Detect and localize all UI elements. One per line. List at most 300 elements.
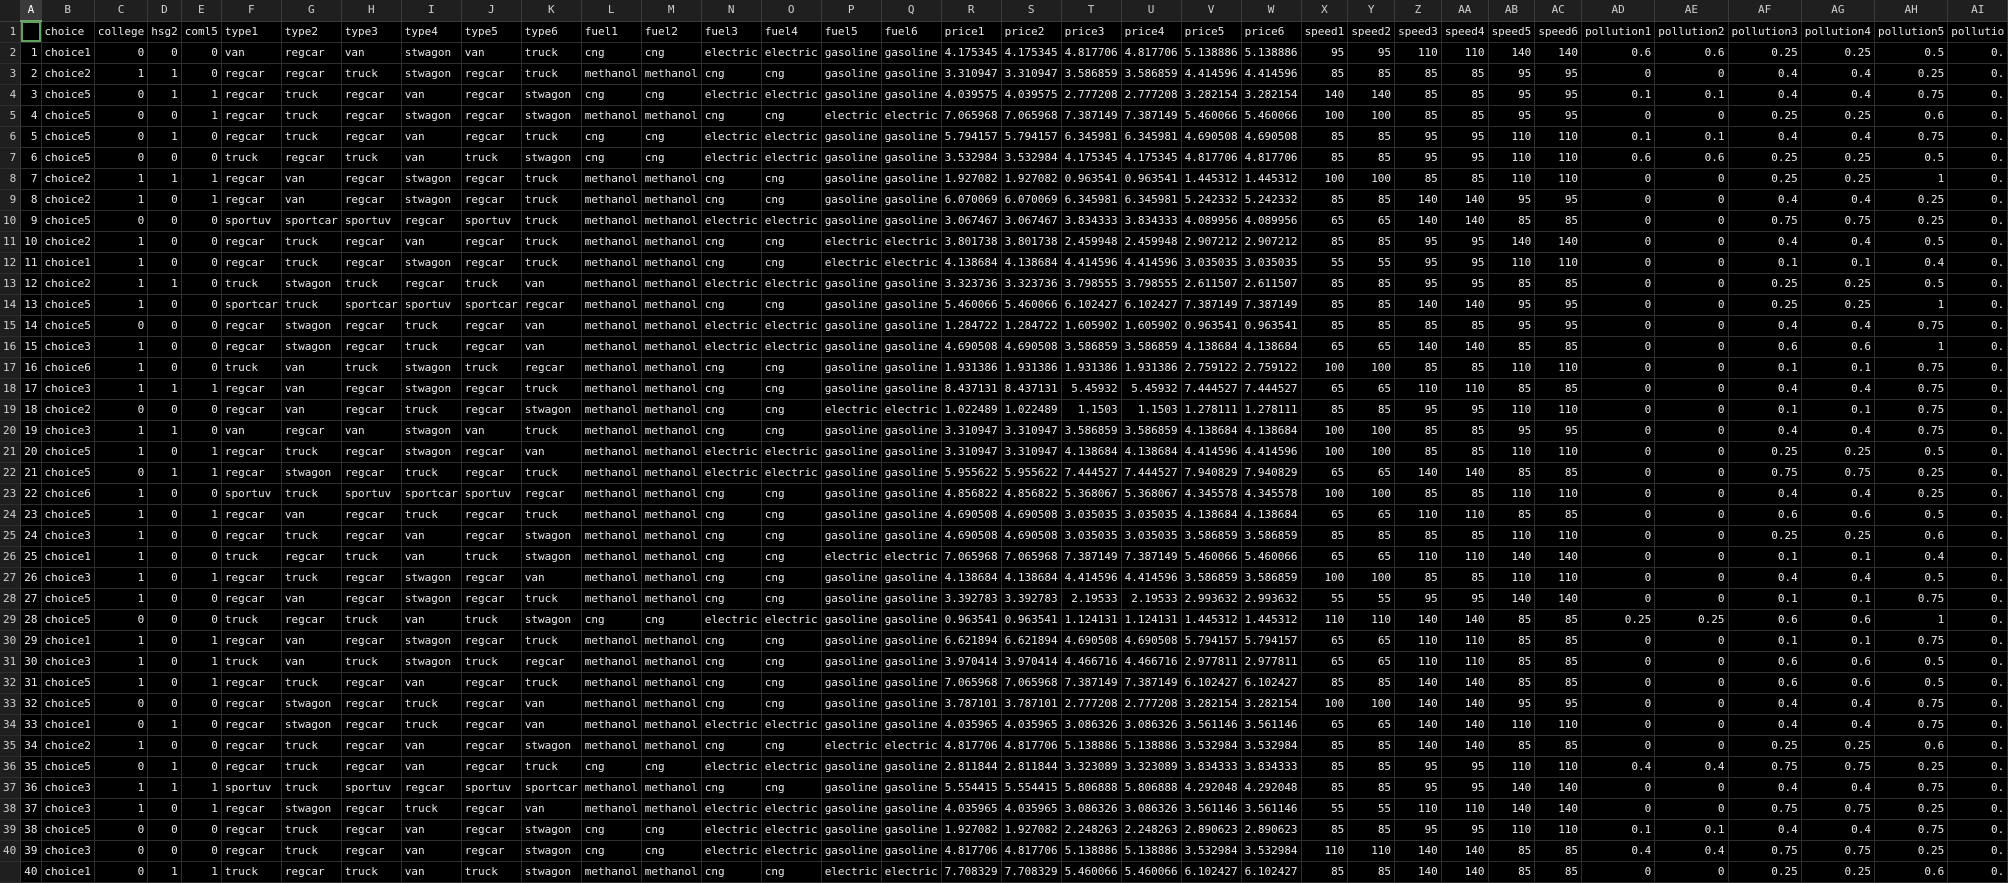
cell[interactable]: 140: [1441, 861, 1488, 882]
cell[interactable]: 0: [1582, 357, 1655, 378]
cell[interactable]: 140: [1488, 42, 1535, 63]
cell[interactable]: 0.: [1948, 315, 2008, 336]
cell[interactable]: 1: [94, 441, 147, 462]
cell[interactable]: 6.345981: [1121, 189, 1181, 210]
cell[interactable]: choice6: [41, 483, 94, 504]
row-number-19[interactable]: 19: [0, 399, 21, 420]
cell[interactable]: cng: [761, 546, 821, 567]
cell[interactable]: methanol: [581, 294, 641, 315]
cell[interactable]: 110: [1488, 357, 1535, 378]
cell[interactable]: methanol: [581, 420, 641, 441]
cell[interactable]: truck: [521, 630, 581, 651]
cell[interactable]: regcar: [461, 441, 521, 462]
cell[interactable]: 1.927082: [941, 819, 1001, 840]
cell[interactable]: regcar: [461, 525, 521, 546]
cell[interactable]: 85: [1348, 861, 1395, 882]
row-number-37[interactable]: 37: [0, 777, 21, 798]
cell[interactable]: regcar: [221, 504, 281, 525]
cell[interactable]: 1.284722: [941, 315, 1001, 336]
cell[interactable]: cng: [701, 693, 761, 714]
cell[interactable]: 5.460066: [1181, 546, 1241, 567]
cell[interactable]: 0.4: [1801, 189, 1874, 210]
cell[interactable]: electric: [761, 336, 821, 357]
cell[interactable]: 140: [1441, 189, 1488, 210]
cell[interactable]: 0: [1655, 231, 1728, 252]
cell[interactable]: 3.586859: [1121, 420, 1181, 441]
row-number-9[interactable]: 9: [0, 189, 21, 210]
cell[interactable]: truck: [401, 315, 461, 336]
cell[interactable]: 0.75: [1875, 126, 1948, 147]
cell[interactable]: regcar: [461, 504, 521, 525]
cell[interactable]: 0: [1655, 672, 1728, 693]
cell[interactable]: electric: [701, 609, 761, 630]
cell[interactable]: 0: [1582, 399, 1655, 420]
cell[interactable]: gasoline: [821, 756, 881, 777]
cell[interactable]: methanol: [581, 168, 641, 189]
cell[interactable]: 0: [1582, 693, 1655, 714]
cell[interactable]: 1: [94, 273, 147, 294]
cell[interactable]: 1.931386: [1121, 357, 1181, 378]
column-header-ac[interactable]: AC: [1535, 0, 1582, 21]
cell[interactable]: 110: [1488, 441, 1535, 462]
cell[interactable]: 1: [94, 630, 147, 651]
cell[interactable]: 0: [181, 735, 221, 756]
cell[interactable]: 95: [1441, 273, 1488, 294]
cell[interactable]: 1: [148, 168, 182, 189]
cell[interactable]: 85: [1348, 756, 1395, 777]
cell[interactable]: van: [341, 420, 401, 441]
cell[interactable]: 4.466716: [1061, 651, 1121, 672]
cell[interactable]: 0: [94, 126, 147, 147]
cell[interactable]: 85: [1395, 483, 1442, 504]
cell[interactable]: 0: [1582, 546, 1655, 567]
cell[interactable]: methanol: [581, 252, 641, 273]
cell[interactable]: 4.035965: [941, 798, 1001, 819]
cell[interactable]: 0.75: [1801, 840, 1874, 861]
column-header-g[interactable]: G: [281, 0, 341, 21]
cell[interactable]: 0.5: [1875, 42, 1948, 63]
cell[interactable]: 4.690508: [1001, 504, 1061, 525]
cell[interactable]: 110: [1348, 609, 1395, 630]
cell[interactable]: 1.284722: [1001, 315, 1061, 336]
cell[interactable]: 0.4: [1801, 819, 1874, 840]
cell[interactable]: regcar: [341, 588, 401, 609]
cell[interactable]: 0.: [1948, 63, 2008, 84]
cell[interactable]: 0.25: [1728, 294, 1801, 315]
column-header-s[interactable]: S: [1001, 0, 1061, 21]
cell[interactable]: van: [401, 609, 461, 630]
cell[interactable]: stwagon: [401, 567, 461, 588]
column-title-cell[interactable]: speed6: [1535, 21, 1582, 42]
cell[interactable]: 2.248263: [1121, 819, 1181, 840]
column-title-cell[interactable]: type1: [221, 21, 281, 42]
cell[interactable]: 2.759122: [1241, 357, 1301, 378]
cell[interactable]: van: [401, 840, 461, 861]
cell[interactable]: regcar: [221, 840, 281, 861]
cell[interactable]: 0: [148, 399, 182, 420]
cell[interactable]: 0: [1655, 294, 1728, 315]
cell[interactable]: cng: [581, 840, 641, 861]
cell[interactable]: 55: [1348, 798, 1395, 819]
cell[interactable]: regcar: [221, 63, 281, 84]
cell[interactable]: 0.: [1948, 840, 2008, 861]
cell[interactable]: 100: [1301, 420, 1348, 441]
cell[interactable]: 3.035035: [1181, 252, 1241, 273]
cell[interactable]: electric: [881, 861, 941, 882]
cell[interactable]: 2.993632: [1181, 588, 1241, 609]
cell[interactable]: 100: [1301, 441, 1348, 462]
cell[interactable]: stwagon: [401, 378, 461, 399]
cell[interactable]: van: [401, 672, 461, 693]
cell[interactable]: 85: [1488, 336, 1535, 357]
cell[interactable]: 0.4: [1655, 756, 1728, 777]
cell[interactable]: 0.1: [1801, 630, 1874, 651]
cell[interactable]: 110: [1395, 378, 1442, 399]
row-number-20[interactable]: 20: [0, 420, 21, 441]
cell[interactable]: 65: [1348, 630, 1395, 651]
cell[interactable]: 95: [1488, 105, 1535, 126]
cell[interactable]: 140: [1441, 735, 1488, 756]
cell[interactable]: 4.690508: [1001, 336, 1061, 357]
cell[interactable]: methanol: [641, 252, 701, 273]
cell[interactable]: 0.1: [1801, 357, 1874, 378]
cell[interactable]: 4.035965: [1001, 798, 1061, 819]
cell[interactable]: 0: [1582, 231, 1655, 252]
cell[interactable]: 4.414596: [1181, 441, 1241, 462]
cell[interactable]: 65: [1301, 651, 1348, 672]
cell[interactable]: cng: [701, 546, 761, 567]
cell[interactable]: 140: [1488, 546, 1535, 567]
cell[interactable]: 3.323736: [1001, 273, 1061, 294]
cell[interactable]: 4.035965: [1001, 714, 1061, 735]
cell[interactable]: 95: [1535, 84, 1582, 105]
cell[interactable]: regcar: [461, 84, 521, 105]
cell[interactable]: truck: [521, 63, 581, 84]
cell[interactable]: 0.: [1948, 147, 2008, 168]
cell[interactable]: 85: [1301, 273, 1348, 294]
cell[interactable]: gasoline: [821, 42, 881, 63]
cell[interactable]: 110: [1488, 714, 1535, 735]
cell[interactable]: regcar: [221, 693, 281, 714]
cell[interactable]: 4.856822: [1001, 483, 1061, 504]
column-header-x[interactable]: X: [1301, 0, 1348, 21]
cell[interactable]: 1: [181, 168, 221, 189]
cell[interactable]: stwagon: [521, 819, 581, 840]
cell[interactable]: 40: [21, 861, 41, 882]
cell[interactable]: 4.817706: [941, 840, 1001, 861]
column-header-o[interactable]: O: [761, 0, 821, 21]
cell[interactable]: truck: [281, 819, 341, 840]
cell[interactable]: 4.039575: [1001, 84, 1061, 105]
cell[interactable]: 85: [1535, 651, 1582, 672]
cell[interactable]: choice5: [41, 315, 94, 336]
cell[interactable]: methanol: [641, 378, 701, 399]
cell[interactable]: 0.4: [1582, 840, 1655, 861]
cell[interactable]: 0: [1582, 462, 1655, 483]
cell[interactable]: electric: [821, 231, 881, 252]
cell[interactable]: 2.777208: [1061, 693, 1121, 714]
cell[interactable]: 85: [1395, 525, 1442, 546]
cell[interactable]: stwagon: [521, 609, 581, 630]
cell[interactable]: methanol: [581, 483, 641, 504]
cell[interactable]: cng: [761, 735, 821, 756]
cell[interactable]: regcar: [221, 756, 281, 777]
cell[interactable]: 1: [181, 378, 221, 399]
cell[interactable]: 85: [1348, 777, 1395, 798]
cell[interactable]: 1.1503: [1061, 399, 1121, 420]
cell[interactable]: gasoline: [881, 63, 941, 84]
cell[interactable]: 0: [148, 588, 182, 609]
cell[interactable]: 0: [1582, 441, 1655, 462]
cell[interactable]: regcar: [461, 378, 521, 399]
cell[interactable]: truck: [521, 126, 581, 147]
cell[interactable]: regcar: [341, 84, 401, 105]
cell[interactable]: 3.310947: [941, 420, 1001, 441]
cell[interactable]: 5.794157: [1241, 630, 1301, 651]
cell[interactable]: 0: [181, 294, 221, 315]
cell[interactable]: regcar: [281, 63, 341, 84]
cell[interactable]: 1: [181, 504, 221, 525]
cell[interactable]: 6.102427: [1241, 861, 1301, 882]
cell[interactable]: 36: [21, 777, 41, 798]
cell[interactable]: cng: [701, 378, 761, 399]
cell[interactable]: 0.25: [1728, 441, 1801, 462]
cell[interactable]: regcar: [341, 567, 401, 588]
cell[interactable]: gasoline: [821, 777, 881, 798]
cell[interactable]: 0.: [1948, 525, 2008, 546]
cell[interactable]: 140: [1488, 798, 1535, 819]
cell[interactable]: cng: [701, 777, 761, 798]
cell[interactable]: choice3: [41, 420, 94, 441]
cell[interactable]: 0.: [1948, 273, 2008, 294]
cell[interactable]: 0: [94, 693, 147, 714]
row-number-25[interactable]: 25: [0, 525, 21, 546]
cell[interactable]: 0.6: [1875, 525, 1948, 546]
cell[interactable]: methanol: [641, 567, 701, 588]
cell[interactable]: electric: [821, 252, 881, 273]
cell[interactable]: cng: [701, 189, 761, 210]
cell[interactable]: 95: [1441, 231, 1488, 252]
cell[interactable]: 1: [181, 672, 221, 693]
cell[interactable]: 0.1: [1655, 126, 1728, 147]
cell[interactable]: truck: [281, 105, 341, 126]
cell[interactable]: truck: [521, 756, 581, 777]
cell[interactable]: gasoline: [881, 714, 941, 735]
cell[interactable]: 100: [1301, 567, 1348, 588]
cell[interactable]: cng: [761, 357, 821, 378]
cell[interactable]: 5.955622: [1001, 462, 1061, 483]
cell[interactable]: 0.4: [1728, 567, 1801, 588]
cell[interactable]: gasoline: [881, 189, 941, 210]
cell[interactable]: cng: [761, 630, 821, 651]
cell[interactable]: 0.5: [1875, 651, 1948, 672]
cell[interactable]: 1: [94, 63, 147, 84]
cell[interactable]: gasoline: [881, 462, 941, 483]
cell[interactable]: 0.: [1948, 609, 2008, 630]
cell[interactable]: 0: [94, 819, 147, 840]
cell[interactable]: 9: [21, 210, 41, 231]
cell[interactable]: gasoline: [881, 42, 941, 63]
cell[interactable]: 8.437131: [1001, 378, 1061, 399]
cell[interactable]: gasoline: [821, 483, 881, 504]
cell[interactable]: stwagon: [521, 525, 581, 546]
cell[interactable]: 4.690508: [1241, 126, 1301, 147]
row-number-29[interactable]: 29: [0, 609, 21, 630]
cell[interactable]: 140: [1488, 588, 1535, 609]
column-title-cell[interactable]: price4: [1121, 21, 1181, 42]
cell[interactable]: regcar: [341, 504, 401, 525]
cell[interactable]: 85: [1488, 651, 1535, 672]
cell[interactable]: stwagon: [521, 84, 581, 105]
cell[interactable]: 0: [148, 294, 182, 315]
cell[interactable]: 1: [94, 189, 147, 210]
cell[interactable]: 0: [148, 42, 182, 63]
cell[interactable]: 0: [1582, 525, 1655, 546]
cell[interactable]: sportcar: [401, 483, 461, 504]
cell[interactable]: 0: [1582, 63, 1655, 84]
cell[interactable]: 25: [21, 546, 41, 567]
cell[interactable]: 2.977811: [1241, 651, 1301, 672]
cell[interactable]: 1.124131: [1121, 609, 1181, 630]
cell[interactable]: electric: [761, 210, 821, 231]
cell[interactable]: 0: [1655, 525, 1728, 546]
cell[interactable]: methanol: [581, 210, 641, 231]
cell[interactable]: cng: [761, 483, 821, 504]
cell[interactable]: 0.25: [1875, 189, 1948, 210]
cell[interactable]: regcar: [221, 231, 281, 252]
row-number-2[interactable]: 2: [0, 42, 21, 63]
cell[interactable]: electric: [761, 147, 821, 168]
cell[interactable]: 140: [1395, 210, 1442, 231]
cell[interactable]: electric: [881, 252, 941, 273]
cell[interactable]: truck: [401, 714, 461, 735]
cell[interactable]: van: [521, 273, 581, 294]
cell[interactable]: electric: [701, 147, 761, 168]
cell[interactable]: 0.25: [1875, 798, 1948, 819]
cell[interactable]: 140: [1441, 336, 1488, 357]
cell[interactable]: van: [281, 504, 341, 525]
cell[interactable]: 31: [21, 672, 41, 693]
cell[interactable]: stwagon: [401, 441, 461, 462]
cell[interactable]: sportuv: [341, 483, 401, 504]
cell[interactable]: 4.138684: [1001, 567, 1061, 588]
cell[interactable]: gasoline: [881, 819, 941, 840]
cell[interactable]: 3.035035: [1241, 252, 1301, 273]
cell[interactable]: 1: [148, 378, 182, 399]
cell[interactable]: 0.75: [1875, 819, 1948, 840]
cell[interactable]: 85: [1301, 819, 1348, 840]
cell[interactable]: 100: [1348, 105, 1395, 126]
cell[interactable]: 1: [148, 756, 182, 777]
cell[interactable]: 2.907212: [1241, 231, 1301, 252]
cell[interactable]: gasoline: [881, 315, 941, 336]
cell[interactable]: 3.586859: [1241, 567, 1301, 588]
cell[interactable]: sportuv: [221, 483, 281, 504]
column-header-w[interactable]: W: [1241, 0, 1301, 21]
cell[interactable]: 16: [21, 357, 41, 378]
cell[interactable]: 140: [1395, 336, 1442, 357]
cell[interactable]: 140: [1395, 840, 1442, 861]
cell[interactable]: methanol: [641, 273, 701, 294]
cell[interactable]: 0: [94, 42, 147, 63]
cell[interactable]: 0: [148, 546, 182, 567]
column-title-cell[interactable]: speed4: [1441, 21, 1488, 42]
cell[interactable]: 0.: [1948, 861, 2008, 882]
cell[interactable]: cng: [701, 252, 761, 273]
cell[interactable]: 0.25: [1801, 525, 1874, 546]
cell[interactable]: 0.25: [1875, 483, 1948, 504]
cell[interactable]: 4.175345: [1001, 42, 1061, 63]
cell[interactable]: 3.970414: [1001, 651, 1061, 672]
cell[interactable]: 5.554415: [941, 777, 1001, 798]
cell[interactable]: 0: [181, 126, 221, 147]
cell[interactable]: 0.4: [1728, 777, 1801, 798]
cell[interactable]: 0: [94, 210, 147, 231]
cell[interactable]: 2.811844: [1001, 756, 1061, 777]
cell[interactable]: 27: [21, 588, 41, 609]
cell[interactable]: 95: [1395, 777, 1442, 798]
cell[interactable]: stwagon: [401, 189, 461, 210]
cell[interactable]: cng: [761, 693, 821, 714]
cell[interactable]: 5.806888: [1061, 777, 1121, 798]
cell[interactable]: 0: [181, 231, 221, 252]
cell[interactable]: regcar: [221, 630, 281, 651]
row-number-18[interactable]: 18: [0, 378, 21, 399]
cell[interactable]: cng: [701, 420, 761, 441]
cell[interactable]: 2.777208: [1061, 84, 1121, 105]
cell[interactable]: regcar: [221, 399, 281, 420]
cell[interactable]: 85: [1395, 441, 1442, 462]
cell[interactable]: 3.532984: [1181, 840, 1241, 861]
cell[interactable]: regcar: [461, 231, 521, 252]
cell[interactable]: 0: [181, 588, 221, 609]
cell[interactable]: regcar: [461, 399, 521, 420]
cell[interactable]: 0.4: [1801, 231, 1874, 252]
cell[interactable]: truck: [281, 483, 341, 504]
cell[interactable]: 140: [1535, 546, 1582, 567]
cell[interactable]: 0.25: [1801, 42, 1874, 63]
cell[interactable]: 1: [94, 588, 147, 609]
cell[interactable]: gasoline: [821, 294, 881, 315]
cell[interactable]: truck: [461, 147, 521, 168]
cell[interactable]: 1: [148, 777, 182, 798]
cell[interactable]: 110: [1395, 546, 1442, 567]
cell[interactable]: methanol: [641, 735, 701, 756]
cell[interactable]: choice6: [41, 357, 94, 378]
cell[interactable]: van: [521, 693, 581, 714]
cell[interactable]: 0: [1582, 273, 1655, 294]
cell[interactable]: cng: [581, 126, 641, 147]
cell[interactable]: 7.387149: [1181, 294, 1241, 315]
cell[interactable]: 0.1: [1728, 399, 1801, 420]
cell[interactable]: 3.798555: [1121, 273, 1181, 294]
cell[interactable]: cng: [761, 651, 821, 672]
cell[interactable]: 0: [148, 336, 182, 357]
column-title-cell[interactable]: pollution5: [1875, 21, 1948, 42]
row-number-8[interactable]: 8: [0, 168, 21, 189]
cell[interactable]: 2.248263: [1061, 819, 1121, 840]
cell[interactable]: 0.75: [1875, 84, 1948, 105]
cell[interactable]: methanol: [581, 189, 641, 210]
cell[interactable]: 28: [21, 609, 41, 630]
cell[interactable]: choice3: [41, 651, 94, 672]
cell[interactable]: 6.102427: [1181, 672, 1241, 693]
cell[interactable]: truck: [401, 693, 461, 714]
cell[interactable]: 85: [1535, 462, 1582, 483]
cell[interactable]: 110: [1395, 504, 1442, 525]
cell[interactable]: 110: [1441, 630, 1488, 651]
cell[interactable]: 0.: [1948, 378, 2008, 399]
